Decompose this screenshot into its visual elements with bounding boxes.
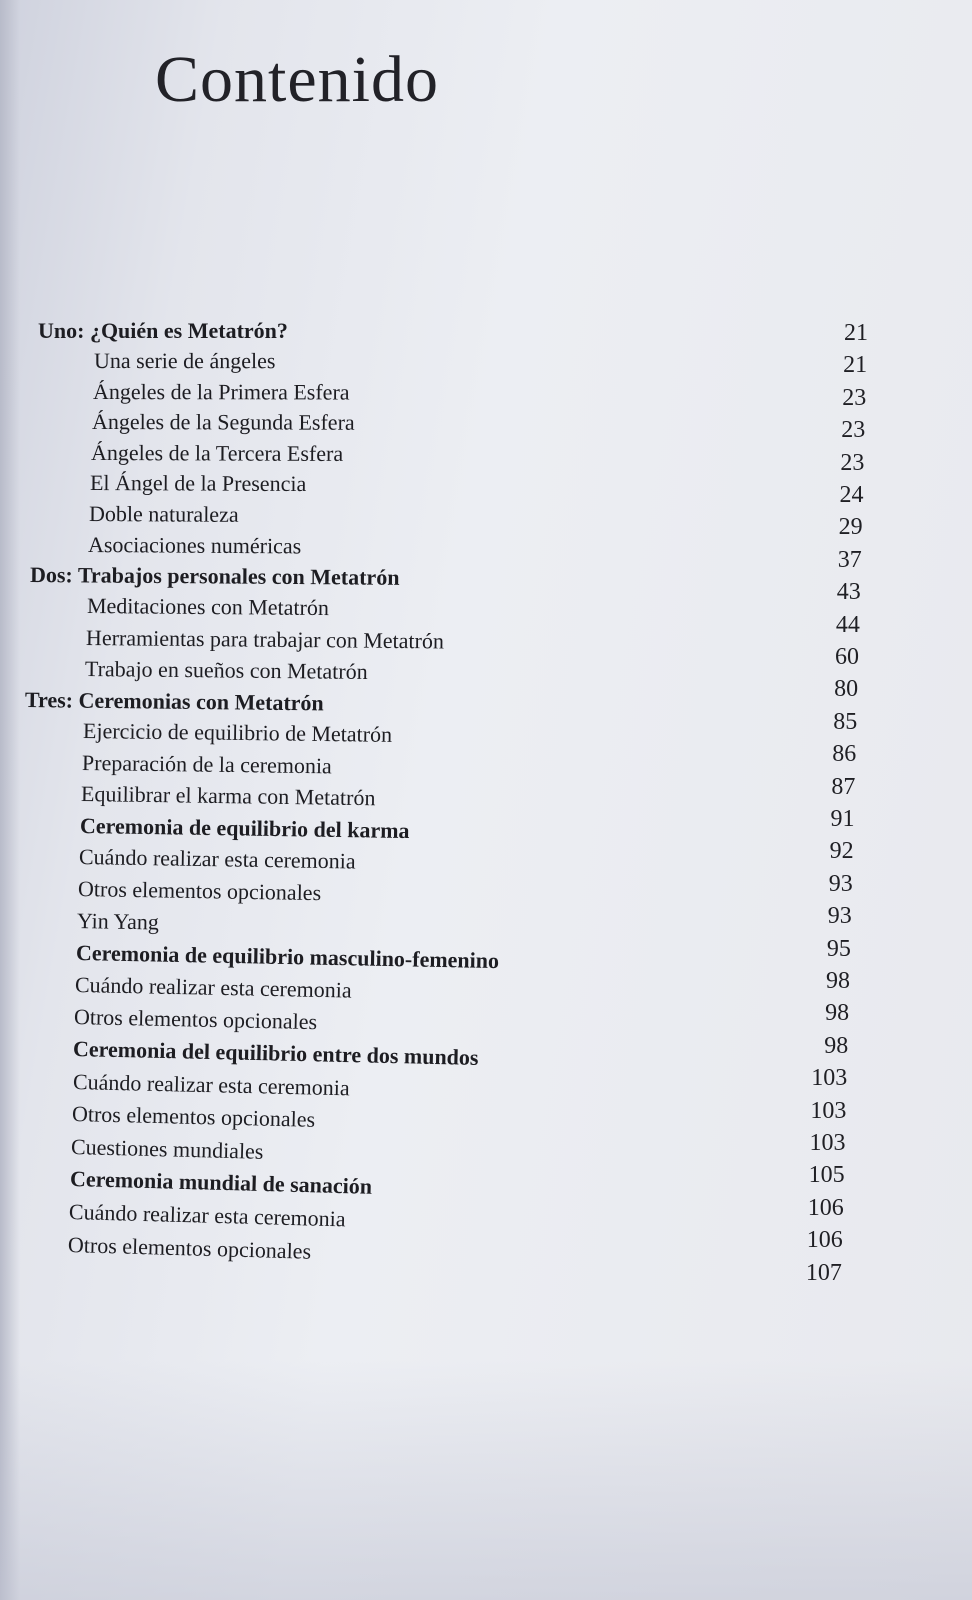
page-number: 93 xyxy=(827,903,852,930)
chapter-heading: Tres: Ceremonias con Metatrón xyxy=(25,686,325,716)
page-number: 98 xyxy=(826,968,850,994)
chapter-heading: Uno: ¿Quién es Metatrón? xyxy=(38,318,288,343)
section-entry: Cuándo realizar esta ceremonia xyxy=(75,972,353,1003)
page-number: 37 xyxy=(837,546,862,573)
page-number: 21 xyxy=(844,320,868,346)
page-number: 103 xyxy=(811,1065,848,1092)
page-number: 80 xyxy=(834,676,859,703)
page-number: 91 xyxy=(830,806,855,832)
section-entry: Yin Yang xyxy=(77,908,160,935)
page-number: 23 xyxy=(842,384,867,411)
section-entry: Ángeles de la Tercera Esfera xyxy=(91,439,344,466)
page-number: 98 xyxy=(825,1000,850,1027)
section-entry: Preparación de la ceremonia xyxy=(81,749,332,778)
section-entry: Meditaciones con Metatrón xyxy=(86,593,329,621)
section-entry: Cuestiones mundiales xyxy=(70,1133,264,1164)
section-entry: Cuándo realizar esta ceremonia xyxy=(72,1068,350,1101)
page-number: 107 xyxy=(805,1259,842,1286)
page-number: 86 xyxy=(832,741,857,768)
page-number: 92 xyxy=(829,838,854,865)
section-entry: Ángeles de la Primera Esfera xyxy=(93,378,350,405)
page-number: 24 xyxy=(839,482,864,508)
section-entry: Cuándo realizar esta ceremonia xyxy=(68,1198,346,1232)
ceremony-heading: Ceremonia mundial de sanación xyxy=(69,1166,373,1200)
section-entry: Ejercicio de equilibrio de Metatrón xyxy=(82,718,393,748)
page-number: 98 xyxy=(824,1032,849,1059)
page-number: 21 xyxy=(843,352,868,379)
page-number: 93 xyxy=(828,870,853,897)
page-number: 105 xyxy=(808,1162,845,1189)
section-entry: Doble naturaleza xyxy=(89,500,240,527)
page-number: 103 xyxy=(809,1130,846,1156)
page-number: 106 xyxy=(807,1194,844,1221)
section-entry: Asociaciones numéricas xyxy=(88,531,302,559)
ceremony-heading: Ceremonia del equilibrio entre dos mundos xyxy=(73,1036,480,1071)
section-entry: Otros elementos opcionales xyxy=(67,1231,312,1264)
page-number: 23 xyxy=(840,449,865,476)
page-number: 95 xyxy=(826,935,851,962)
section-entry: El Ángel de la Presencia xyxy=(90,470,307,497)
page-bottom-shadow xyxy=(0,1360,972,1600)
chapter-heading: Dos: Trabajos personales con Metatrón xyxy=(29,562,400,591)
section-entry: Otros elementos opcionales xyxy=(77,876,322,906)
section-entry: Una serie de ángeles xyxy=(94,348,276,374)
page-number: 87 xyxy=(831,773,856,800)
page-number: 106 xyxy=(806,1227,843,1254)
page-title: Contenido xyxy=(155,43,439,116)
page-number: 60 xyxy=(835,644,859,670)
section-entry: Trabajo en sueños con Metatrón xyxy=(84,655,368,684)
page-number: 23 xyxy=(841,417,866,444)
section-entry: Cuándo realizar esta ceremonia xyxy=(78,844,356,874)
section-entry: Herramientas para trabajar con Metatrón xyxy=(85,624,444,653)
section-entry: Otros elementos opcionales xyxy=(74,1004,318,1035)
ceremony-heading: Ceremonia de equilibrio del karma xyxy=(79,812,410,843)
page-number: 103 xyxy=(810,1097,847,1124)
section-entry: Equilibrar el karma con Metatrón xyxy=(80,781,376,811)
ceremony-heading: Ceremonia de equilibrio masculino-femenino xyxy=(76,940,500,974)
page-number: 85 xyxy=(833,708,858,735)
page-number: 44 xyxy=(835,611,860,638)
section-entry: Otros elementos opcionales xyxy=(71,1101,316,1132)
page-number: 29 xyxy=(838,514,863,541)
section-entry: Ángeles de la Segunda Esfera xyxy=(92,409,355,435)
page-number: 43 xyxy=(836,579,861,606)
